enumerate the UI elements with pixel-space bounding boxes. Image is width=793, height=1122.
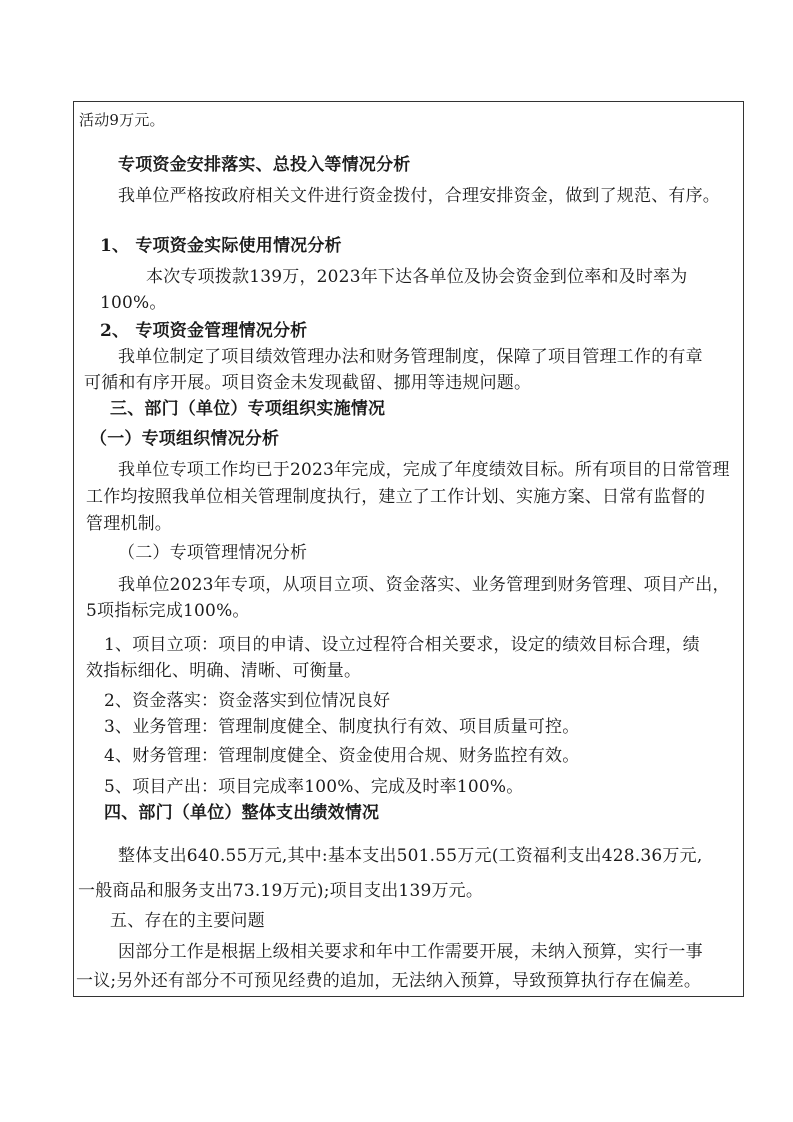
section-heading: 1、 专项资金实际使用情况分析 xyxy=(100,236,342,256)
section-heading: 四、部门（单位）整体支出绩效情况 xyxy=(104,803,380,823)
subsection-heading: （一）专项组织情况分析 xyxy=(90,429,280,449)
paragraph-line: 一议;另外还有部分不可预见经费的追加，无法纳入预算，导致预算执行存在偏差。 xyxy=(76,971,702,991)
paragraph-line: 整体支出640.55万元,其中:基本支出501.55万元(工资福利支出428.36万元, xyxy=(118,846,703,866)
paragraph-line: 因部分工作是根据上级相关要求和年中工作需要开展，未纳入预算，实行一事 xyxy=(118,942,703,962)
paragraph-line: 管理机制。 xyxy=(86,514,172,534)
paragraph-line: 我单位2023年专项，从项目立项、资金落实、业务管理到财务管理、项目产出， xyxy=(118,575,730,595)
list-item-continuation: 效指标细化、明确、清晰、可衡量。 xyxy=(86,661,362,681)
paragraph-line: 5项指标完成100%。 xyxy=(86,601,250,621)
list-item: 2、资金落实：资金落实到位情况良好 xyxy=(104,691,391,711)
section-heading: 专项资金安排落实、总投入等情况分析 xyxy=(118,155,411,175)
paragraph-line: 可循和有序开展。项目资金未发现截留、挪用等违规问题。 xyxy=(84,373,532,393)
list-item: 4、财务管理：管理制度健全、资金使用合规、财务监控有效。 xyxy=(104,746,580,766)
list-item: 3、业务管理：管理制度健全、制度执行有效、项目质量可控。 xyxy=(104,717,580,737)
text-line: 活动9万元。 xyxy=(79,111,165,129)
paragraph-line: 一般商品和服务支出73.19万元);项目支出139万元。 xyxy=(78,881,484,901)
paragraph-line: 本次专项拨款139万，2023年下达各单位及协会资金到位率和及时率为 xyxy=(146,267,688,287)
list-item: 5、项目产出：项目完成率100%、完成及时率100%。 xyxy=(104,777,524,797)
paragraph-line: 100%。 xyxy=(100,293,167,313)
list-item: 1、项目立项：项目的申请、设立过程符合相关要求，设定的绩效目标合理，绩 xyxy=(104,635,700,655)
section-heading: 三、部门（单位）专项组织实施情况 xyxy=(110,399,386,419)
section-heading: 2、 专项资金管理情况分析 xyxy=(100,321,308,341)
section-heading: 五、存在的主要问题 xyxy=(110,911,265,931)
subsection-heading: （二）专项管理情况分析 xyxy=(118,543,308,563)
paragraph-line: 工作均按照我单位相关管理制度执行，建立了工作计划、实施方案、日常有监督的 xyxy=(86,487,706,507)
paragraph-line: 我单位专项工作均已于2023年完成，完成了年度绩效目标。所有项目的日常管理 xyxy=(118,460,730,480)
paragraph-line: 我单位严格按政府相关文件进行资金拨付，合理安排资金，做到了规范、有序。 xyxy=(118,186,720,206)
paragraph-line: 我单位制定了项目绩效管理办法和财务管理制度，保障了项目管理工作的有章 xyxy=(118,347,703,367)
